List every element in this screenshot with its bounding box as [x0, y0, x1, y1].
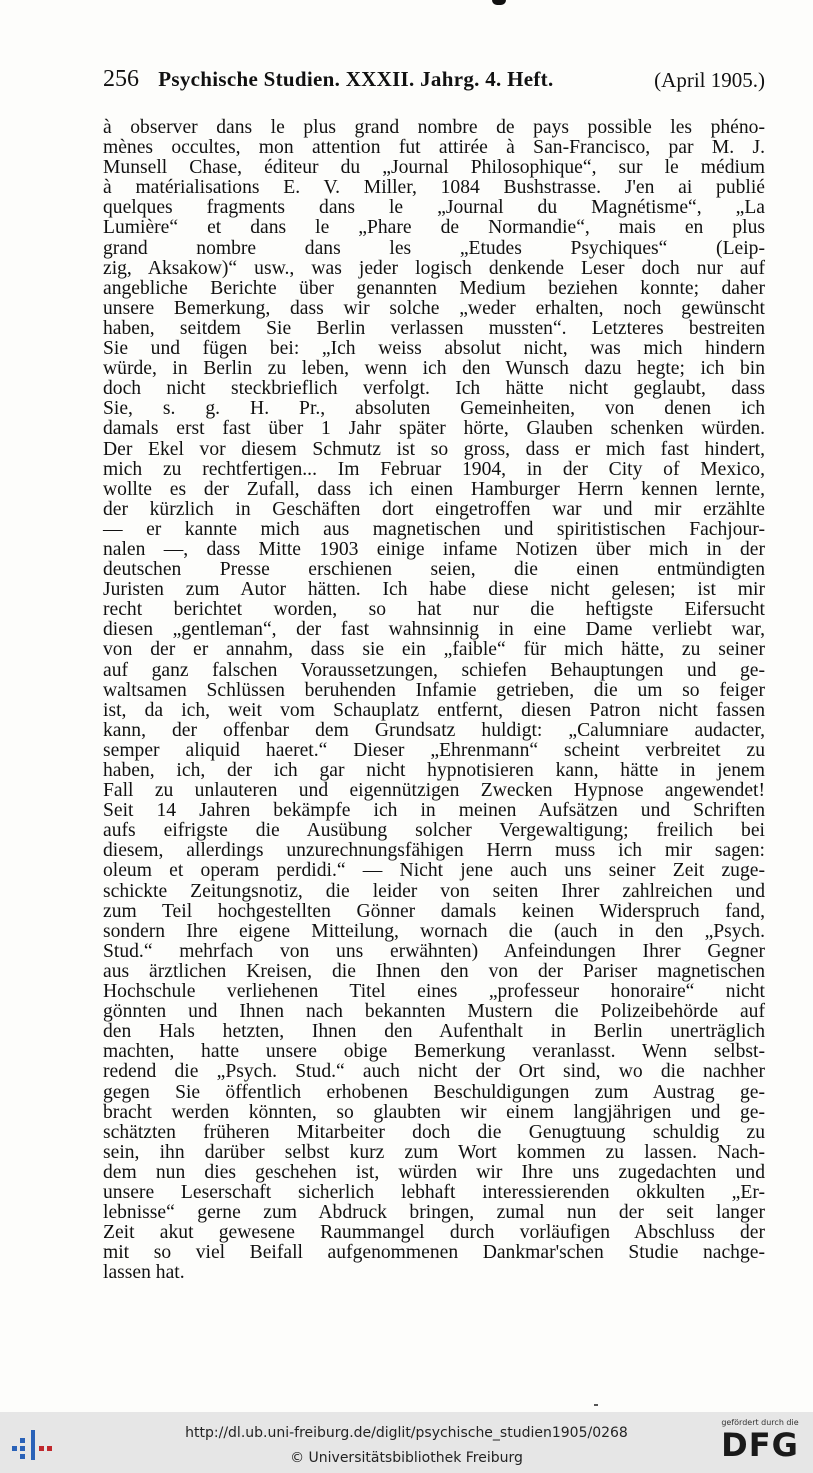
text-line: machten, hatte unsere obige Bemerkung veranlasst. Wenn selbst-: [103, 1041, 765, 1063]
running-header: [103, 66, 765, 93]
text-line: unsere Bemerkung, dass wir solche „weder erhalten, noch gewünscht: [103, 297, 765, 319]
page-number: 256: [103, 66, 139, 92]
text-line: Munsell Chase, éditeur du „Journal Philosophique“, sur le médium: [103, 157, 765, 179]
article-body: [103, 118, 765, 1283]
text-line: mit so viel Beifall aufgenommenen Dankmar'schen Studie nachge-: [103, 1242, 765, 1264]
text-line: lebnisse“ gerne zum Abdruck bringen, zumal nun der seit langer: [103, 1202, 765, 1224]
dfg-logo-text: DFG: [721, 1426, 799, 1464]
text-line: kann, der offenbar dem Grundsatz huldigt: „Calumniare audacter,: [103, 719, 765, 741]
text-line: à observer dans le plus grand nombre de pays possible les phéno-: [103, 117, 765, 138]
text-line: Zeit akut gewesene Raummangel durch vorläufigen Abschluss der: [103, 1222, 765, 1244]
text-line: waltsamen Schlüssen beruhenden Infamie getrieben, die um so feiger: [103, 679, 765, 701]
journal-title: Psychische Studien. XXXII. Jahrg. 4. Heft.: [158, 67, 554, 91]
text-line: à matérialisations E. V. Miller, 1084 Bushstrasse. J'en ai publié: [103, 177, 765, 199]
text-line: aufs eifrigste die Ausübung solcher Vergewaltigung; freilich bei: [103, 820, 765, 842]
text-line: deutschen Presse erschienen seien, die einen entmündigten: [103, 559, 765, 581]
text-line: lassen hat.: [103, 1262, 185, 1284]
text-line: sein, ihn darüber selbst kurz zum Wort kommen zu lassen. Nach-: [103, 1141, 765, 1163]
text-line: doch nicht steckbrieflich verfolgt. Ich hätte nicht geglaubt, dass: [103, 378, 765, 400]
text-line: haben, ich, der ich gar nicht hypnotisieren kann, hätte in jenem: [103, 760, 765, 781]
text-line: nalen —, dass Mitte 1903 einige infame Notizen über mich in der: [103, 538, 765, 560]
text-line: mènes occultes, mon attention fut attirée à San-Francisco, par M. J.: [103, 137, 765, 159]
text-line: diesem, allerdings unzurechnungsfähigen Herrn muss ich mir sagen:: [103, 840, 765, 862]
text-line: würde, in Berlin zu leben, wenn ich den Wunsch dazu hegte; ich bin: [103, 358, 765, 380]
text-line: den Hals hetzten, Ihnen den Aufenthalt in Berlin unerträglich: [103, 1021, 765, 1043]
text-line: unsere Leserschaft sicherlich lebhaft interessierenden okkulten „Er-: [103, 1181, 765, 1203]
text-line: — er kannte mich aus magnetischen und spiritistischen Fachjour-: [103, 518, 765, 540]
dfg-logo-icon: [717, 1418, 803, 1463]
text-line: recht berichtet worden, so hat nur die heftigste Eifersucht: [103, 599, 765, 621]
text-line: aus ärztlichen Kreisen, die Ihnen den von der Pariser magnetischen: [103, 960, 765, 982]
text-line: auf ganz falschen Voraussetzungen, schiefen Behauptungen und ge-: [103, 659, 765, 681]
text-line: Sie und fügen bei: „Ich weiss absolut nicht, was mich hindern: [103, 338, 765, 360]
text-line: mich zu rechtfertigen... Im Februar 1904, in der City of Mexico,: [103, 458, 765, 480]
permalink-url[interactable]: http://dl.ub.uni-freiburg.de/diglit/psychische_studien1905/0268: [185, 1425, 628, 1441]
text-line: Lumière“ et dans le „Phare de Normandie“, mais en plus: [103, 217, 765, 239]
copyright-notice: © Universitätsbibliothek Freiburg: [290, 1450, 523, 1466]
text-line: oleum et operam perdidi.“ — Nicht jene auch uns seiner Zeit zuge-: [103, 860, 765, 882]
viewer-footer: [0, 1412, 813, 1473]
text-line: der kürzlich in Geschäften dort eingetroffen war und mir erzählte: [103, 498, 765, 520]
text-line: diesen „gentleman“, der fast wahnsinnig in eine Dame verliebt war,: [103, 619, 765, 641]
funded-by-label: gefördert durch die: [721, 1418, 799, 1427]
text-line: grand nombre dans les „Etudes Psychiques“ (Leip-: [103, 237, 765, 259]
text-line: zum Teil hochgestellten Gönner damals keinen Widerspruch fand,: [103, 900, 765, 922]
text-line: Sie, s. g. H. Pr., absoluten Gemeinheiten, von denen ich: [103, 398, 765, 420]
text-line: wollte es der Zufall, dass ich einen Hamburger Herrn kennen lernte,: [103, 478, 765, 500]
text-line: Juristen zum Autor hätten. Ich habe diese nicht gelesen; ist mir: [103, 579, 765, 601]
text-line: redend die „Psych. Stud.“ auch nicht der Ort sind, wo die nachher: [103, 1061, 765, 1083]
text-line: dem nun dies geschehen ist, würden wir Ihre uns zugedachten und: [103, 1161, 765, 1183]
text-line: semper aliquid haeret.“ Dieser „Ehrenmann“ scheint verbreitet zu: [103, 739, 765, 761]
scan-artifact: [492, 0, 506, 5]
text-line: Der Ekel vor diesem Schmutz ist so gross, dass er mich fast hindert,: [103, 438, 765, 460]
text-line: schickte Zeitungsnotiz, die leider von seiten Ihrer zahlreichen und: [103, 880, 765, 902]
text-line: angebliche Berichte über genannten Medium beziehen konnte; daher: [103, 277, 765, 299]
text-line: Fall zu unlauteren und eigennützigen Zwecken Hypnose angewendet!: [103, 780, 765, 802]
text-line: zig, Aksakow)“ usw., was jeder logisch denkende Leser doch nur auf: [103, 257, 765, 279]
text-line: Seit 14 Jahren bekämpfe ich in meinen Aufsätzen und Schriften: [103, 800, 765, 822]
text-line: von der er annahm, dass sie ein „faible“ für mich hätte, zu seiner: [103, 639, 765, 661]
text-line: damals erst fast über 1 Jahr später hörte, Glauben schenken würden.: [103, 418, 765, 440]
text-line: sondern Ihre eigene Mitteilung, wornach die (auch in den „Psych.: [103, 920, 765, 942]
text-line: schätzten früheren Mitarbeiter doch die Genugtuung schuldig zu: [103, 1121, 765, 1143]
text-line: ist, da ich, weit vom Schauplatz entfernt, diesen Patron nicht fassen: [103, 699, 765, 721]
text-line: gegen Sie öffentlich erhobenen Beschuldigungen zum Austrag ge-: [103, 1081, 765, 1103]
text-line: gönnten und Ihnen nach bekannten Mustern die Polizeibehörde auf: [103, 1001, 765, 1023]
text-line: quelques fragments dans le „Journal du Magnétisme“, „La: [103, 197, 765, 219]
text-line: Stud.“ mehrfach von uns erwähnten) Anfeindungen Ihrer Gegner: [103, 940, 765, 962]
scan-dust: [594, 1391, 622, 1394]
text-line: Hochschule verliehenen Titel eines „professeur honoraire“ nicht: [103, 981, 765, 1003]
issue-date: (April 1905.): [654, 68, 765, 92]
text-line: bracht werden könnten, so glaubten wir einem langjährigen und ge-: [103, 1101, 765, 1123]
text-line: haben, seitdem Sie Berlin verlassen mussten“. Letzteres bestreiten: [103, 317, 765, 339]
